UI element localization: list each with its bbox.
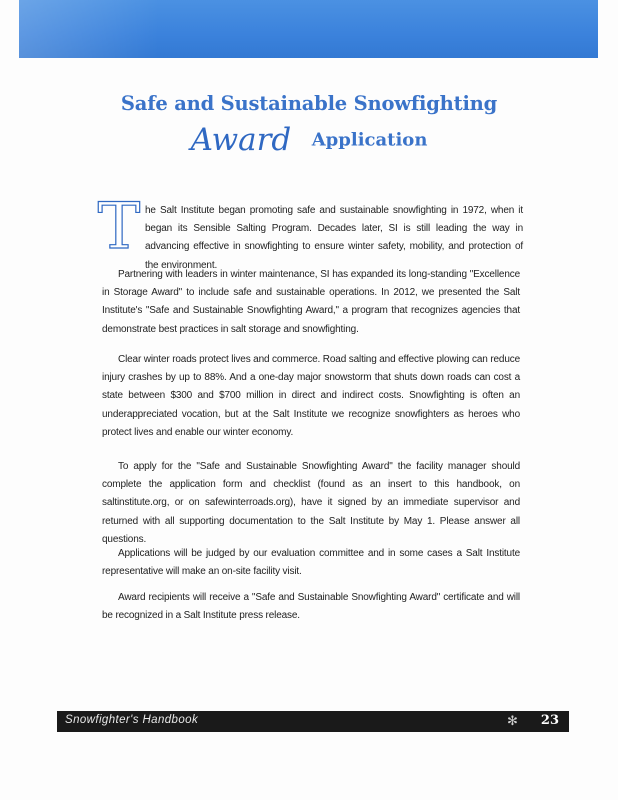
page-title: Safe and Sustainable Snowfighting [120,92,498,115]
recipients-paragraph: Award recipients will receive a "Safe and Sustainable Snowfighting Award" certificate and will be recognized in a Salt Institute press release. [102,592,520,622]
how-to-apply-paragraph: To apply for the "Safe and Sustainable Snowfighting Award" the facility manager should complete the application form and checklist (found as an insert to this handbook, on saltinstitute.org, or on safewinterroads.org), have it signed by an immediate supervisor and returned with all supporting documentation to the Salt Institute by May 1. Please answer all questions. [102,461,520,545]
judging-paragraph: Applications will be judged by our evaluation committee and in some cases a Salt Institute representative will make an on-site facility visit. [102,548,520,578]
page-number: 23 [540,713,559,728]
snowflake-icon: ✻ [507,713,518,728]
handbook-title: Snowfighter's Handbook [65,714,199,726]
top-blue-band [19,0,598,58]
top-band-highlight [19,0,159,58]
page-subtitle [0,122,618,158]
drop-cap [97,190,141,264]
intro-paragraph: he Salt Institute began promoting safe and sustainable snowfighting in 1972, when it began its Sensible Salting Program. Decades later, SI is still leading the way in advancing effective in snowfighting to ensure winter safety, mobility, and protection of the environment. [145,205,523,271]
drop-cap-letter: T [97,190,141,264]
safety-paragraph: Clear winter roads protect lives and commerce. Road salting and effective plowing can reduce injury crashes by up to 88%. And a one-day major snowstorm that shuts down roads can cost a state between $300 and $700 million in direct and indirect costs. Snowfighting is often an underappreciated vocation, but at the Salt Institute we recognize snowfighters as heroes who protect lives and enable our winter economy. [102,354,520,438]
partnering-paragraph: Partnering with leaders in winter maintenance, SI has expanded its long-standing "Excellence in Storage Award" to include safe and sustainable operations. In 2012, we presented the Salt Institute's "Safe and Sustainable Snowfighting Award," a program that recognizes agencies that demonstrate best practices in salt storage and snowfighting. [102,269,520,335]
application-word: Application [311,129,428,151]
award-script-word: Award [190,122,292,158]
footer-bar [57,711,569,732]
